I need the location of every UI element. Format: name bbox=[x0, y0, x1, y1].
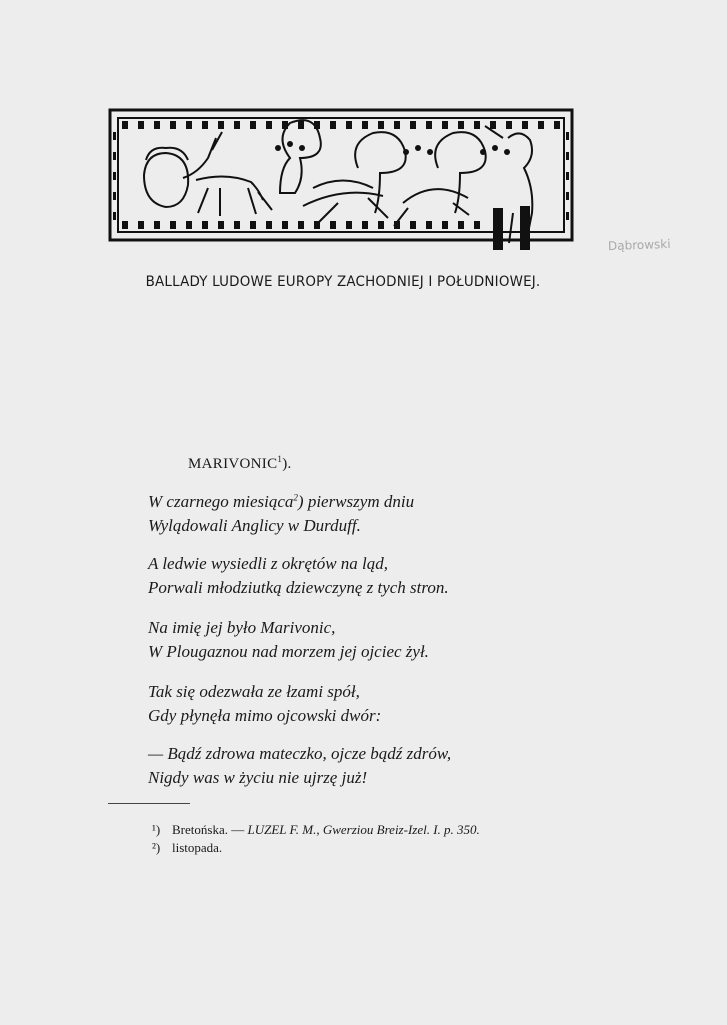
footnote-2 bbox=[152, 840, 222, 856]
footnote-text: Bretońska. — bbox=[172, 822, 248, 837]
footnote-1 bbox=[152, 822, 480, 838]
decorative-banner-illustration bbox=[108, 108, 574, 252]
stanza-1 bbox=[148, 490, 414, 538]
footnote-number: ²) bbox=[152, 840, 161, 855]
verse-line: Tak się odezwała ze łzami spół, bbox=[148, 682, 360, 701]
footnote-source: LUZEL F. M., Gwerziou Breiz-Izel. I. p. 350. bbox=[247, 822, 480, 837]
stanza-4 bbox=[148, 680, 381, 728]
verse-text-tail: ) pierwszym dniu bbox=[297, 492, 415, 511]
footnote-marker: 2 bbox=[293, 492, 298, 503]
verse-line: Porwali młodziutką dziewczynę z tych stron. bbox=[148, 578, 449, 597]
verse-line: A ledwie wysiedli z okrętów na ląd, bbox=[148, 554, 389, 573]
verse-line: Wylądowali Anglicy w Durduff. bbox=[148, 516, 361, 535]
stanza-2 bbox=[148, 552, 449, 600]
verse-text: W czarnego miesiąca bbox=[148, 492, 294, 511]
footnote-marker: 1 bbox=[277, 454, 283, 464]
page-heading: BALLADY LUDOWE EUROPY ZACHODNIEJ I POŁUDNIOWEJ. bbox=[145, 274, 541, 290]
poem-title-text: MARIVONIC bbox=[188, 456, 278, 472]
poem-title-tail: ). bbox=[282, 456, 292, 472]
verse-line: Na imię jej było Marivonic, bbox=[148, 618, 336, 637]
poem-title bbox=[188, 456, 292, 473]
stanza-3 bbox=[148, 616, 429, 664]
verse-line: Nigdy was w życiu nie ujrzę już! bbox=[148, 768, 368, 787]
stanza-5 bbox=[148, 742, 451, 790]
footnote-number: ¹) bbox=[152, 822, 161, 837]
verse-line: W Plougaznou nad morzem jej ojciec żył. bbox=[148, 642, 429, 661]
footnote-text: listopada. bbox=[172, 840, 223, 855]
pencil-annotation: Dąbrowski bbox=[607, 236, 671, 254]
verse-line: Gdy płynęła mimo ojcowski dwór: bbox=[148, 706, 382, 725]
verse-line bbox=[148, 490, 414, 514]
footnote-divider bbox=[108, 803, 190, 804]
verse-line: — Bądź zdrowa mateczko, ojcze bądź zdrów, bbox=[148, 744, 452, 763]
